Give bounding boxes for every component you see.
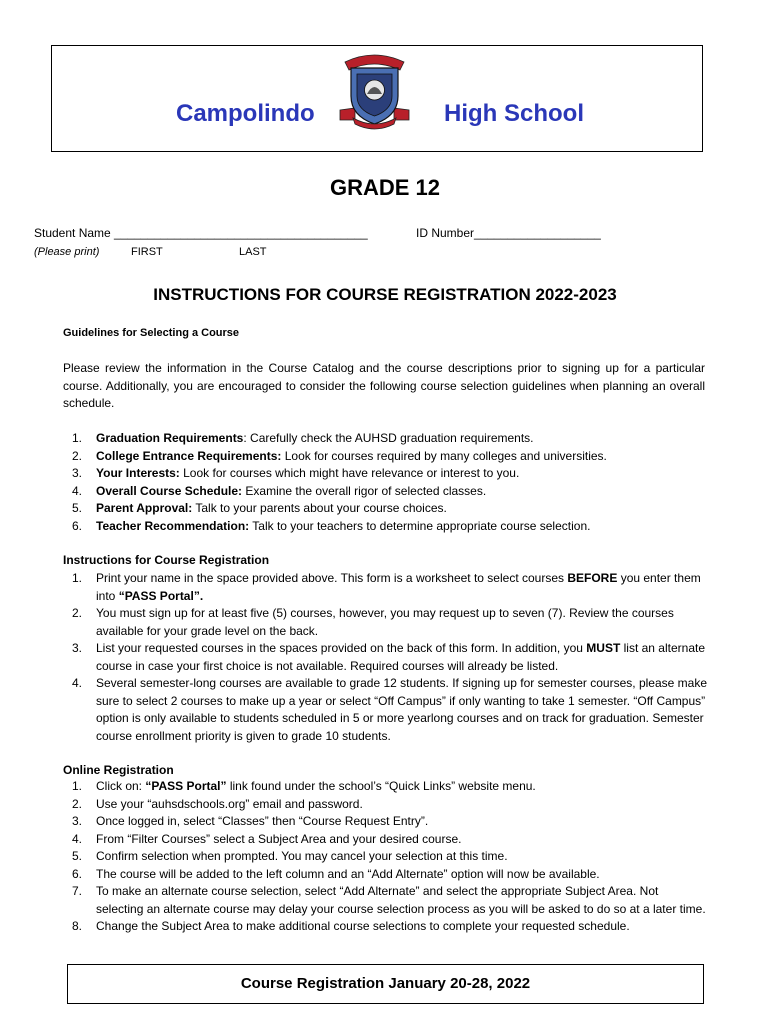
grade-title: GRADE 12 — [329, 175, 441, 200]
school-name-right: High School — [444, 100, 584, 127]
list-item: 4. Overall Course Schedule: Examine the overall rigor of selected classes. — [72, 483, 487, 498]
list-item: 8. Change the Subject Area to make additional course selections to complete your requested schedule. — [72, 919, 630, 933]
list-item: 3. Your Interests: Look for courses which might have relevance or interest to you. — [72, 466, 520, 480]
list-item: 1. Click on: “PASS Portal” link found under the school’s “Quick Links” website menu. — [72, 779, 536, 793]
list-item: 3. List your requested courses in the spaces provided on the back of this form. In addition, you MUST list an alternate course in case your first choice is not available. Required courses will already be listed. — [72, 641, 705, 673]
student-name-field-label[interactable]: Student Name ______________________________________ — [34, 226, 368, 240]
list-item: 4. From “Filter Courses” select a Subject Area and your desired course. — [72, 831, 462, 846]
list-item: 7. To make an alternate course selection, select “Add Alternate” and select the appropriate Subject Area. Not selecting an alternate course may delay your course selection process as you will be asked to do so at a later time. — [72, 884, 706, 916]
registration-heading: Instructions for Course Registration — [63, 553, 270, 567]
list-item: 2. College Entrance Requirements: Look for courses required by many colleges and universities. — [72, 448, 607, 463]
list-item: 6. The course will be added to the left column and an “Add Alternate” option will now be available. — [72, 866, 600, 881]
online-heading: Online Registration — [63, 763, 174, 777]
online-list — [63, 778, 708, 936]
guidelines-intro: Please review the information in the Course Catalog and the course descriptions prior to signing up for a particular course. Additionally, you are encouraged to consider the following course selection guidelines when planning an overall schedule. — [63, 361, 705, 410]
list-item: 4. Several semester-long courses are available to grade 12 students. If signing up for semester courses, please make sure to select 2 courses to make up a year or select “Off Campus” if only wanting to take 1 semester. “Off Campus” option is only available to students scheduled in 5 or more yearlong courses and on track for graduation. Semester course enrollment priority is given to grade 10 students. — [72, 676, 707, 743]
list-item: 1. Graduation Requirements: Carefully check the AUHSD graduation requirements. — [72, 431, 534, 445]
guidelines-list — [63, 430, 708, 535]
list-item: 3. Once logged in, select “Classes” then “Course Request Entry”. — [72, 814, 429, 828]
registration-dates-banner: Course Registration January 20-28, 2022 — [67, 964, 704, 1004]
last-name-caption: LAST — [239, 246, 267, 258]
school-crest-icon — [337, 50, 412, 130]
list-item: 2. Use your “auhsdschools.org” email and password. — [72, 796, 363, 811]
registration-list — [63, 570, 708, 745]
list-item: 6. Teacher Recommendation: Talk to your teachers to determine appropriate course selection. — [72, 518, 591, 533]
list-item: 2. You must sign up for at least five (5) courses, however, you may request up to seven (7). Review the courses available for your grade level on the back. — [72, 606, 674, 638]
school-name-left: Campolindo — [176, 100, 315, 127]
list-item: 5. Parent Approval: Talk to your parents about your course choices. — [72, 501, 447, 515]
please-print-note: (Please print) — [34, 246, 100, 258]
main-title: INSTRUCTIONS FOR COURSE REGISTRATION 2022-2023 — [153, 285, 617, 304]
list-item: 1. Print your name in the space provided above. This form is a worksheet to select courses BEFORE you enter them into “PASS Portal”. — [72, 571, 701, 603]
first-name-caption: FIRST — [131, 246, 163, 258]
guidelines-heading: Guidelines for Selecting a Course — [63, 327, 240, 339]
list-item: 5. Confirm selection when prompted. You may cancel your selection at this time. — [72, 849, 508, 863]
id-number-field-label[interactable]: ID Number___________________ — [416, 226, 601, 240]
